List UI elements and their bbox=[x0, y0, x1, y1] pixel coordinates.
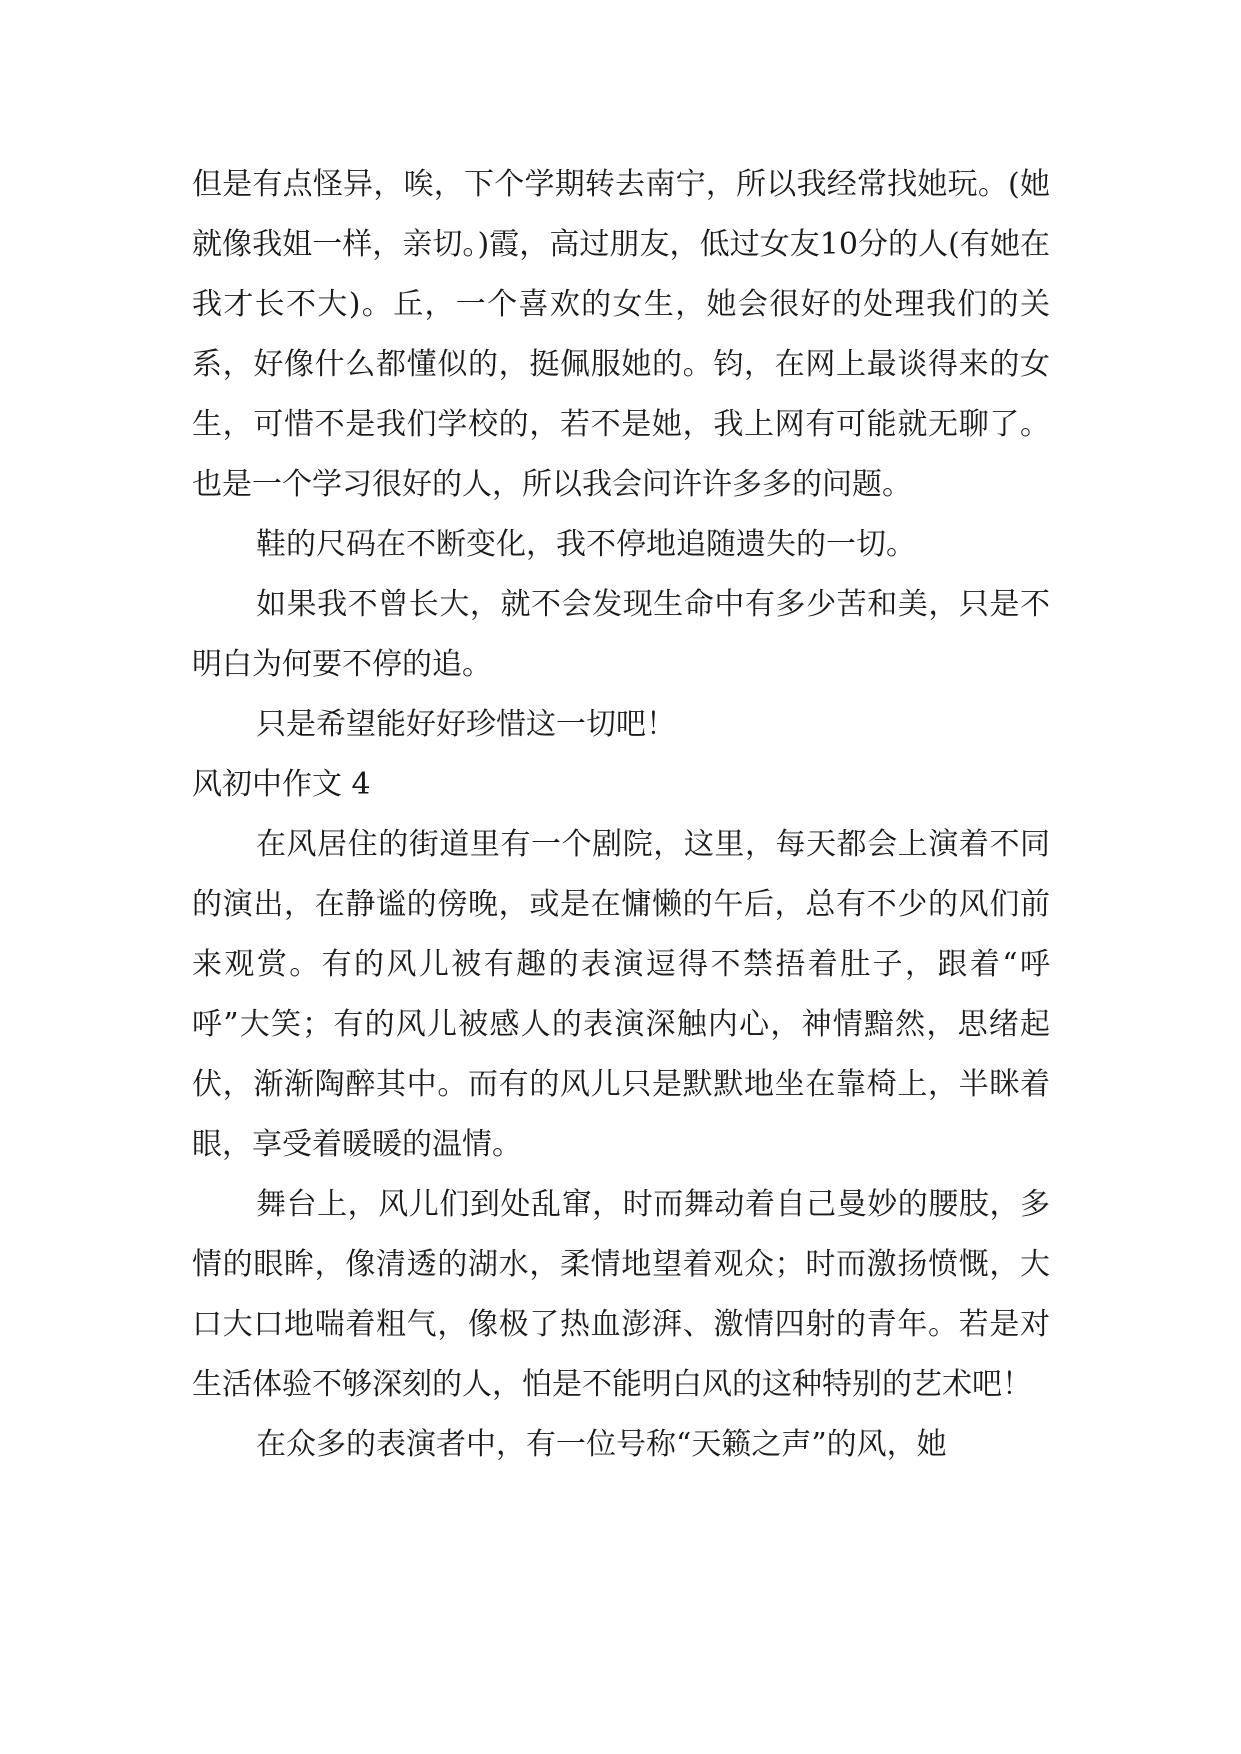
paragraph: 舞台上，风儿们到处乱窜，时而舞动着自己曼妙的腰肢，多情的眼眸，像清透的湖水，柔情地望着观众；时而激扬愤慨，大口大口地喘着粗气，像极了热血澎湃、激情四射的青年。若是对生活体验不够深刻的人，怕是不能明白风的这种特别的艺术吧！ bbox=[192, 1187, 1050, 1402]
section-heading: 风初中作文 4 bbox=[192, 767, 371, 802]
paragraph: 在众多的表演者中，有一位号称“天籁之声”的风，她 bbox=[256, 1427, 947, 1462]
paragraph: 只是希望能好好珍惜这一切吧！ bbox=[256, 707, 676, 742]
paragraph: 在风居住的街道里有一个剧院，这里，每天都会上演着不同的演出，在静谧的傍晚，或是在慵懒的午后，总有不少的风们前来观赏。有的风儿被有趣的表演逗得不禁捂着肚子，跟着“呼呼”大笑；有的风儿被感人的表演深触内心，神情黯然，思绪起伏，渐渐陶醉其中。而有的风儿只是默默地坐在靠椅上，半眯着眼，享受着暖暖的温情。 bbox=[192, 827, 1050, 1162]
paragraph-continued: 但是有点怪异，唉，下个学期转去南宁，所以我经常找她玩。(她就像我姐一样，亲切。)霞，高过朋友，低过女友10分的人(有她在我才长不大)。丘，一个喜欢的女生，她会很好的处理我们的关系，好像什么都懂似的，挺佩服她的。钧，在网上最谈得来的女生，可惜不是我们学校的，若不是她，我上网有可能就无聊了。也是一个学习很好的人，所以我会问许许多多的问题。 bbox=[192, 167, 1050, 502]
document-body bbox=[192, 155, 1050, 1475]
paragraph: 鞋的尺码在不断变化，我不停地追随遗失的一切。 bbox=[256, 527, 916, 562]
paragraph: 如果我不曾长大，就不会发现生命中有多少苦和美，只是不明白为何要不停的追。 bbox=[192, 587, 1050, 682]
